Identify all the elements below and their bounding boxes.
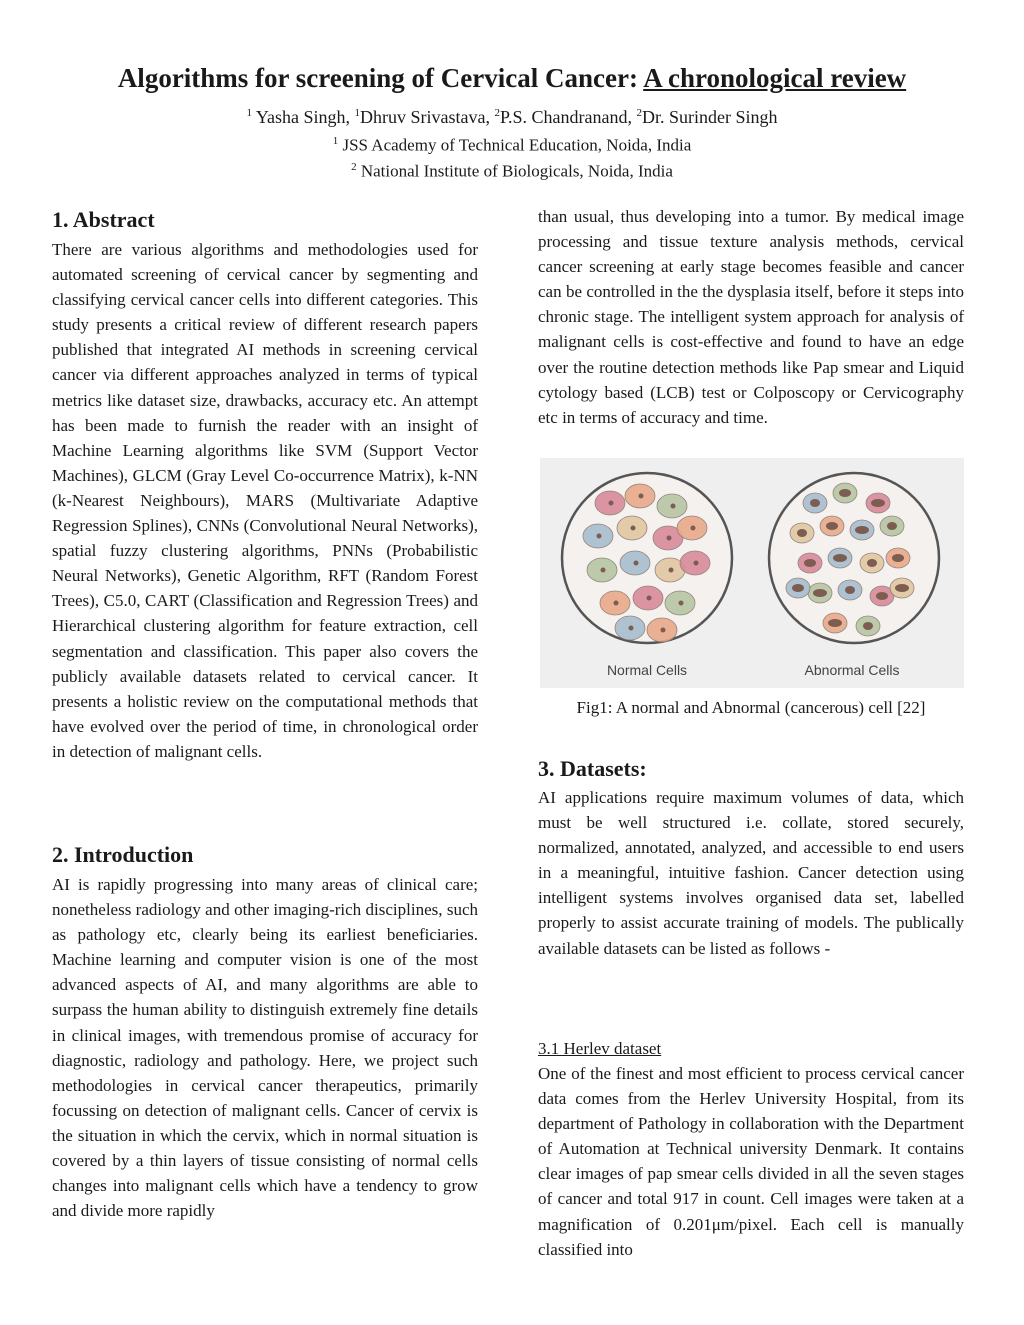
abnormal-cell-nucleus — [855, 526, 869, 534]
normal-cell-nucleus — [647, 596, 652, 601]
abnormal-cell-nucleus — [804, 559, 816, 567]
abnormal-cell-nucleus — [826, 522, 838, 530]
abnormal-cell-nucleus — [839, 489, 851, 497]
normal-cell-nucleus — [661, 628, 666, 633]
author-list — [0, 101, 1024, 129]
paper-title-main: Algorithms for screening of Cervical Cancer: — [117, 63, 644, 93]
introduction-continuation: than usual, thus developing into a tumor. By medical image processing and tissue texture analysis methods, cervical cancer screening at early stage becomes feasible and cancer can be controlled in the the dysplasia itself, before it steps into chronic stage. The intelligent system approach for analysis of malignant cells is cost-effective and found to have an edge over the routine detection methods like Pap smear and Liquid cytology based (LCB) test or Colposcopy or Cervicography etc in terms of accuracy and time. — [538, 207, 964, 427]
abstract-heading: 1. Abstract — [52, 207, 155, 232]
abnormal-cells-label: Abnormal Cells — [804, 662, 900, 678]
affiliation-text: National Institute of Biologicals, Noida, India — [360, 161, 673, 181]
herlev-text: One of the finest and most efficient to process cervical cancer data comes from the Herlev University Hospital, from its department of Pathology in collaboration with the Department of Automation at Technical university Denmark. It contains clear images of pap smear cells divided in all the seven stages of cancer and total 917 in count. Cell images were taken at a magnification of 0.201μm/pixel. Each cell is manually classified into — [538, 1064, 964, 1259]
author-sup: 2 — [494, 107, 500, 119]
abnormal-cell-nucleus — [876, 592, 888, 600]
author-sup: 1 — [246, 107, 252, 119]
paper-title-subtitle: A chronological review — [643, 63, 907, 93]
normal-cell-nucleus — [694, 561, 699, 566]
affiliation-2 — [0, 155, 1024, 184]
abnormal-cell-nucleus — [813, 589, 827, 597]
datasets-text: AI applications require maximum volumes of data, which must be well structured i.e. collate, stored securely, normalized, annotated, analyzed, and accessible to end users in a meaningful, intuitive fashion. Cancer detection using intelligent systems involves organised data set, labelled properly to assist accurate training of models. The publically available datasets can be listed as follows - — [538, 788, 964, 958]
figure-cells — [540, 458, 964, 688]
author-name: Yasha Singh, — [255, 107, 355, 127]
author-name: Dhruv Srivastava, — [360, 107, 495, 127]
normal-cell-nucleus — [671, 504, 676, 509]
cells-illustration — [540, 458, 964, 688]
abnormal-cell-nucleus — [895, 584, 909, 592]
normal-cell-nucleus — [614, 601, 619, 606]
abnormal-cell-nucleus — [810, 499, 820, 507]
introduction-text: AI is rapidly progressing into many areas of clinical care; nonetheless radiology and other imaging-rich disciplines, such as pathology etc, clearly being its earliest beneficiaries. Machine learning and computer vision is one of the most advanced aspects of AI, and many algorithms are able to surpass the human ability to distinguish extremely fine details in clinical images, with tremendous promise of accuracy for diagnostic, radiology and pathology. Here, we project such methodologies in cervical cancer therapeutics, primarily focussing on detection of malignant cells. Cancer of cervix is the situation in which the cervix, which in normal situation is covered by a thin layers of tissue consisting of normal cells changes into malignant cells which have a tendency to grow and divide more rapidly — [52, 875, 478, 1221]
normal-cell-nucleus — [634, 561, 639, 566]
abnormal-cell-nucleus — [892, 554, 904, 562]
author-name: Dr. Surinder Singh — [642, 107, 778, 127]
author-sup: 2 — [636, 107, 642, 119]
normal-cell-nucleus — [631, 526, 636, 531]
abstract-text: There are various algorithms and methodologies used for automated screening of cervical cancer by segmenting and classifying cervical cancer cells into different categories. This study presents a critical review of different research papers published that integrated AI methods in screening cervical cancer via different approaches analyzed in terms of typical metrics like dataset size, drawbacks, accuracy etc. An attempt has been made to furnish the reader with an insight of Machine Learning algorithms like SVM (Support Vector Machines), GLCM (Gray Level Co-occurrence Matrix), k-NN (k-Nearest Neighbours), MARS (Multivariate Adaptive Regression Splines), CNNs (Convolutional Neural Networks), spatial fuzzy clustering algorithms, PNNs (Probabilistic Neural Networks), Genetic Algorithm, RFT (Random Forest Trees), C5.0, CART (Classification and Regression Trees) and Hierarchical clustering algorithm for feature extraction, cell segmentation and classification. This paper also covers the publicly available datasets related to cervical cancer. It presents a holistic review on the computational methods that have evolved over the period of time, in chronological order in detection of malignant cells. — [52, 240, 478, 761]
normal-cell-nucleus — [691, 526, 696, 531]
normal-cell-nucleus — [601, 568, 606, 573]
normal-cell-nucleus — [609, 501, 614, 506]
introduction-heading: 2. Introduction — [52, 842, 194, 867]
abnormal-cell-nucleus — [867, 559, 877, 567]
normal-cell-nucleus — [669, 568, 674, 573]
normal-cell-nucleus — [667, 536, 672, 541]
affiliation-1 — [0, 129, 1024, 158]
figure-caption: Fig1: A normal and Abnormal (cancerous) cell [22] — [576, 698, 926, 717]
affiliation-text: JSS Academy of Technical Education, Noida, India — [342, 135, 692, 155]
affiliation-sup: 2 — [351, 161, 357, 173]
author-sup: 1 — [354, 107, 361, 119]
abnormal-cell-nucleus — [863, 622, 873, 630]
abnormal-cell-nucleus — [792, 584, 804, 592]
normal-cell-nucleus — [629, 626, 634, 631]
abnormal-cell-nucleus — [797, 529, 807, 537]
normal-cells-label: Normal Cells — [606, 662, 688, 678]
herlev-heading: 3.1 Herlev dataset — [538, 1039, 662, 1058]
abnormal-cell-nucleus — [871, 499, 885, 507]
normal-cell-nucleus — [639, 494, 644, 499]
abnormal-cell-nucleus — [833, 554, 847, 562]
abnormal-cell-nucleus — [828, 619, 842, 627]
author-name: P.S. Chandranand, — [500, 107, 637, 127]
abnormal-cell-nucleus — [887, 522, 897, 530]
paper-title — [0, 60, 1024, 96]
normal-cell-nucleus — [597, 534, 602, 539]
affiliation-sup: 1 — [332, 135, 339, 147]
normal-cell-nucleus — [679, 601, 684, 606]
datasets-heading: 3. Datasets: — [538, 756, 647, 781]
abnormal-cell-nucleus — [845, 586, 855, 594]
